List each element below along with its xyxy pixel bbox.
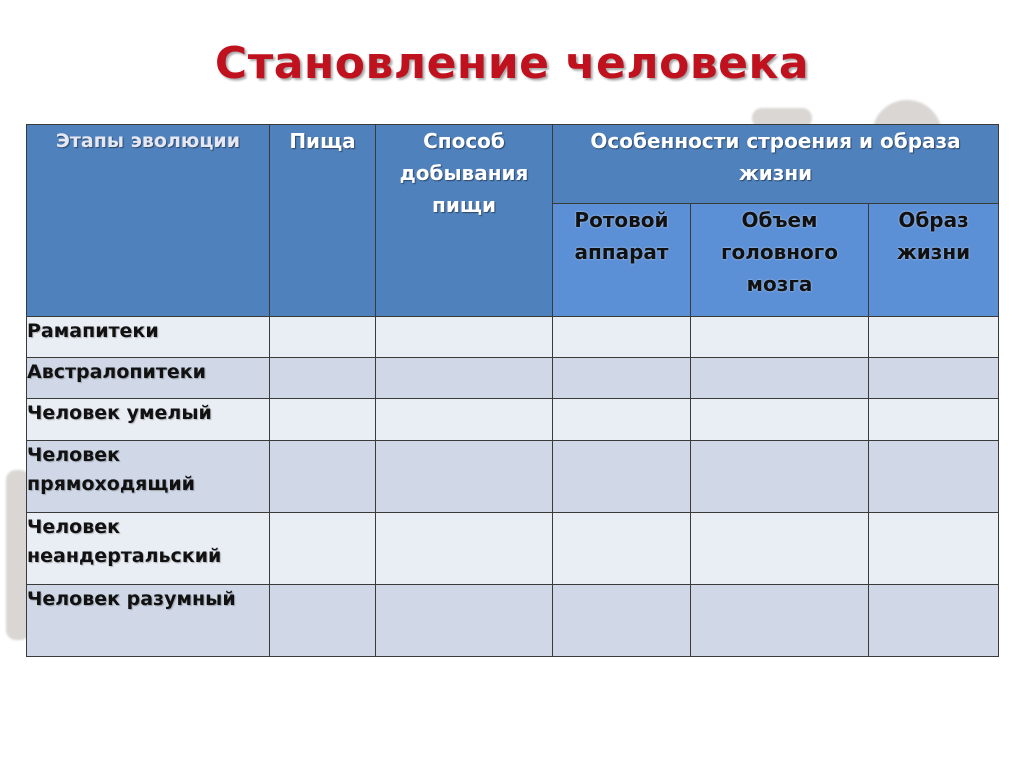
table-cell [869,317,999,358]
table-row [27,585,999,657]
table-cell [553,399,691,441]
table-cell [376,317,553,358]
header-method: Способ добывания пищи [376,125,553,317]
row-label: Человек умелый [27,399,270,441]
table-cell [691,317,869,358]
table-row [27,399,999,441]
table-cell [270,513,376,585]
table-cell [691,513,869,585]
row-label: Человек разумный [27,585,270,657]
header-stages: Этапы эволюции [27,125,270,317]
table-row [27,317,999,358]
table-cell [869,441,999,513]
table-row [27,358,999,399]
table-cell [869,585,999,657]
table-cell [691,585,869,657]
header-brain-volume: Объем головного мозга [691,204,869,317]
table-cell [553,358,691,399]
table-cell [270,585,376,657]
table-cell [553,317,691,358]
table-cell [869,399,999,441]
header-lifestyle: Образ жизни [869,204,999,317]
table-cell [553,585,691,657]
table-row [27,513,999,585]
row-label: Австралопитеки [27,358,270,399]
table-cell [691,441,869,513]
table-cell [376,585,553,657]
row-label: Рамапитеки [27,317,270,358]
table-cell [376,513,553,585]
table-cell [270,399,376,441]
row-label: Человек прямоходящий [27,441,270,513]
table-cell [270,441,376,513]
table-cell [691,399,869,441]
header-food: Пища [270,125,376,317]
table-cell [270,358,376,399]
evolution-table [26,124,999,657]
table-cell [553,441,691,513]
page-title: Становление человека [214,38,810,89]
header-features: Особенности строения и образа жизни [553,125,999,204]
header-mouth: Ротовой аппарат [553,204,691,317]
table-cell [869,513,999,585]
table-cell [376,441,553,513]
table-cell [270,317,376,358]
row-label: Человек неандертальский [27,513,270,585]
table-cell [376,358,553,399]
table-cell [376,399,553,441]
table-row [27,441,999,513]
table-cell [869,358,999,399]
table-cell [691,358,869,399]
table-cell [553,513,691,585]
